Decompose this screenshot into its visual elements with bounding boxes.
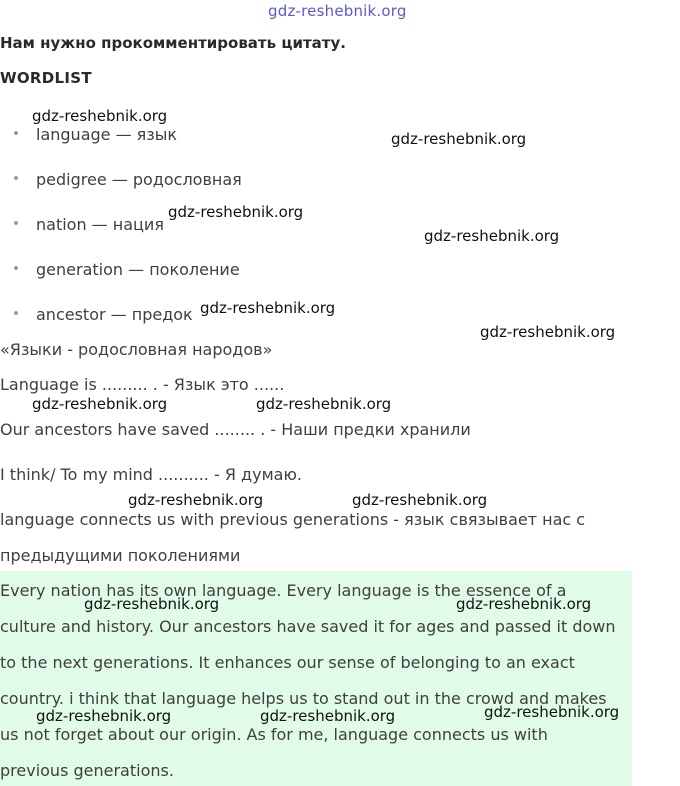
phrase-line: language connects us with previous generations - язык связывает нас с [0, 510, 586, 529]
wordlist-item-text: ancestor — предок [36, 305, 193, 324]
essay-line: Every nation has its own language. Every language is the essence of a [0, 581, 567, 600]
watermark: gdz-reshebnik.org [32, 107, 168, 125]
wordlist-item-text: generation — поколение [36, 260, 240, 279]
bullet-icon [14, 131, 18, 135]
watermark: gdz-reshebnik.org [36, 707, 172, 725]
watermark: gdz-reshebnik.org [456, 595, 592, 613]
wordlist-heading: WORDLIST [0, 69, 92, 87]
watermark: gdz-reshebnik.org [480, 323, 616, 341]
wordlist-item-text: language — язык [36, 125, 178, 144]
watermark: gdz-reshebnik.org [128, 491, 264, 509]
essay-line: culture and history. Our ancestors have saved it for ages and passed it down [0, 617, 616, 636]
watermark: gdz-reshebnik.org [260, 707, 396, 725]
phrase-line: предыдущими поколениями [0, 546, 241, 565]
wordlist-item-text: pedigree — родословная [36, 170, 242, 189]
quote-text: «Языки - родословная народов» [0, 340, 273, 359]
phrase-line: Our ancestors have saved ........ . - Наши предки хранили [0, 420, 471, 439]
phrase-line: I think/ To my mind .......... - Я думаю. [0, 465, 302, 484]
watermark: gdz-reshebnik.org [84, 595, 220, 613]
watermark: gdz-reshebnik.org [484, 703, 620, 721]
essay-line: country. i think that language helps us to stand out in the crowd and makes [0, 689, 607, 708]
wordlist-item-text: nation — нация [36, 215, 164, 234]
watermark: gdz-reshebnik.org [168, 203, 304, 221]
essay-line: previous generations. [0, 761, 174, 780]
phrase-line: Language is ......... . - Язык это ...... [0, 375, 285, 394]
task-title: Нам нужно прокомментировать цитату. [0, 34, 346, 52]
watermark: gdz-reshebnik.org [391, 130, 527, 148]
site-header-link[interactable]: gdz-reshebnik.org [268, 2, 407, 20]
bullet-icon [14, 266, 18, 270]
watermark: gdz-reshebnik.org [32, 395, 168, 413]
watermark: gdz-reshebnik.org [424, 227, 560, 245]
watermark: gdz-reshebnik.org [256, 395, 392, 413]
bullet-icon [14, 311, 18, 315]
watermark: gdz-reshebnik.org [352, 491, 488, 509]
essay-line: us not forget about our origin. As for me, language connects us with [0, 725, 548, 744]
bullet-icon [14, 221, 18, 225]
bullet-icon [14, 176, 18, 180]
essay-line: to the next generations. It enhances our sense of belonging to an exact [0, 653, 575, 672]
watermark: gdz-reshebnik.org [200, 299, 336, 317]
